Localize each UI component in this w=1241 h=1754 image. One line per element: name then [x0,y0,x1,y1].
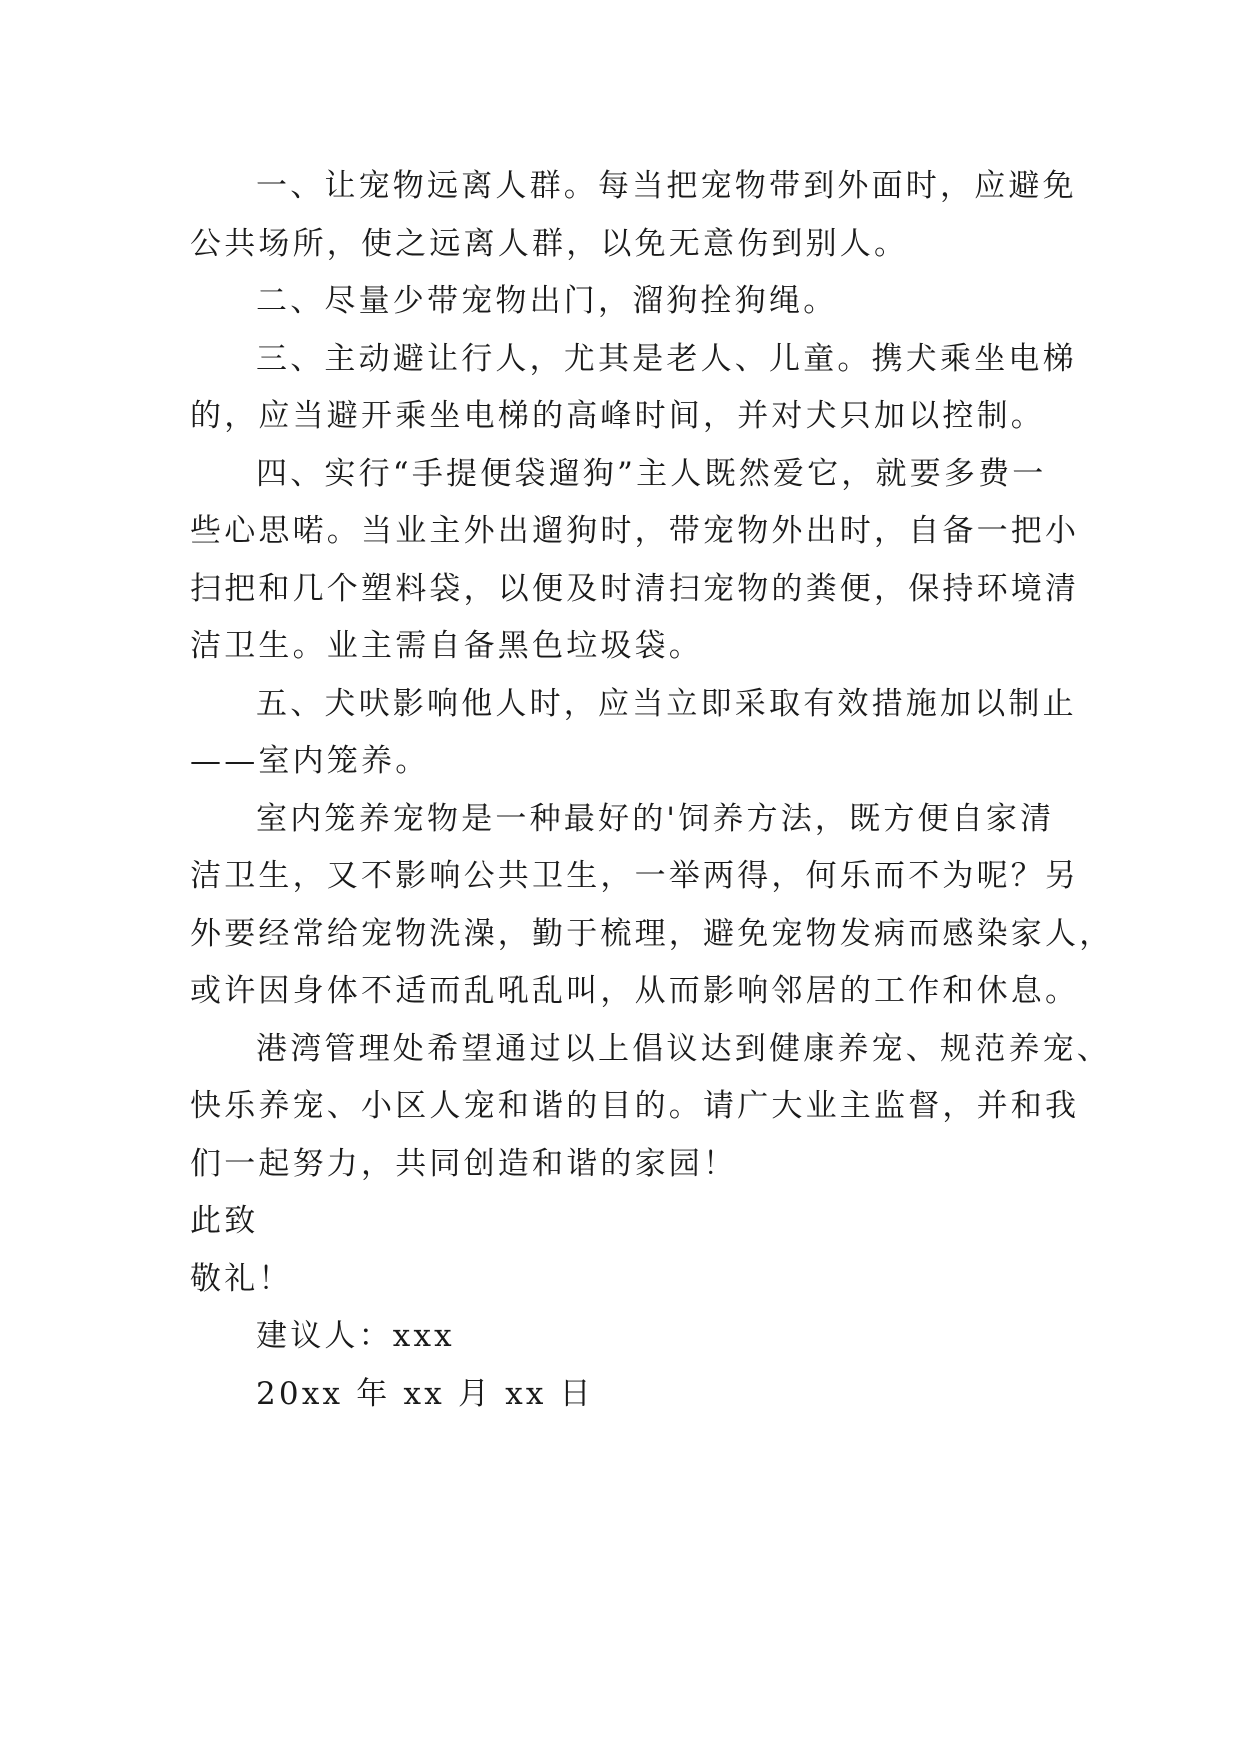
text-line: 些心思喏。当业主外出遛狗时，带宠物外出时，自备一把小 [190,513,1080,549]
text-line: 洁卫生。业主需自备黑色垃圾袋。 [190,628,703,664]
text-line: 扫把和几个塑料袋，以便及时清扫宠物的粪便，保持环境清 [190,570,1080,607]
closing-salutation: 此致 [190,1203,259,1239]
closing-regards: 敬礼！ [190,1260,293,1297]
text-line: 五、犬吠影响他人时，应当立即采取有效措施加以制止 [256,685,1077,722]
text-line: 一、让宠物远离人群。每当把宠物带到外面时，应避免 [256,168,1077,204]
paragraph-3 [190,331,1077,446]
text-line: 四、实行“手提便袋遛狗”主人既然爱它，就要多费一 [256,455,1047,492]
proposer-signature: 建议人：xxx [256,1318,455,1354]
signature-date: 20xx 年 xx 月 xx 日 [256,1375,594,1412]
paragraph-4 [190,446,1080,676]
text-line: 三、主动避让行人，尤其是老人、儿童。携犬乘坐电梯 [256,340,1077,377]
text-line: 二、尽量少带宠物出门，溜狗拴狗绳。 [256,283,838,319]
paragraph-1 [190,158,1077,273]
text-line: 或许因身体不适而乱吼乱叫，从而影响邻居的工作和休息。 [190,973,1080,1009]
paragraph-7 [190,1021,1111,1194]
paragraph-6 [190,791,1114,1021]
text-line: 洁卫生，又不影响公共卫生，一举两得，何乐而不为呢？另 [190,858,1080,894]
text-line: 外要经常给宠物洗澡，勤于梳理，避免宠物发病而感染家人， [190,915,1114,952]
text-line: 的，应当避开乘坐电梯的高峰时间，并对犬只加以控制。 [190,398,1045,434]
text-line: 公共场所，使之远离人群，以免无意伤到别人。 [190,225,909,262]
paragraph-2 [190,273,1060,331]
text-line: 们一起努力，共同创造和谐的家园！ [190,1145,738,1182]
text-line: 港湾管理处希望通过以上倡议达到健康养宠、规范养宠、 [256,1030,1111,1067]
document-body [190,158,1114,1423]
text-line: 室内笼养宠物是一种最好的'饲养方法，既方便自家清 [256,800,1055,837]
text-line: 快乐养宠、小区人宠和谐的目的。请广大业主监督，并和我 [190,1088,1080,1124]
paragraph-5 [190,676,1077,791]
text-line: ——室内笼养。 [190,743,430,779]
